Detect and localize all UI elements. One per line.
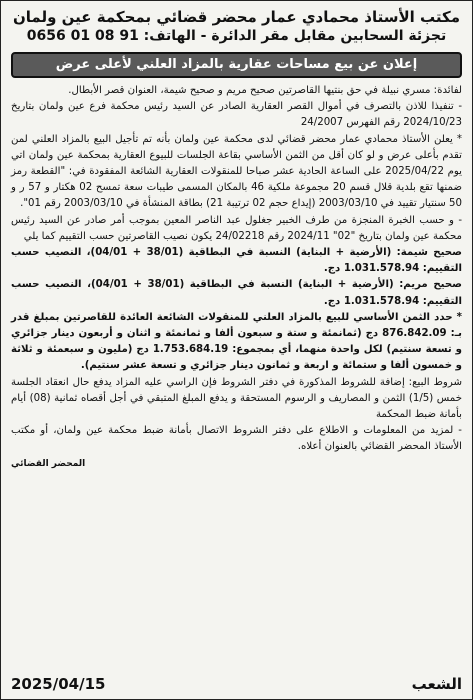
publication-date: 2025/04/15 <box>11 675 106 693</box>
expertise-paragraph: - و حسب الخبرة المنجزة من طرف الخبير جغلول عبد الناصر المعين بموجب أمر صادر عن السيد رئيس محكمة عين ولمان بتاريخ "02" 2024/11 رقم 24/02218 يكون نصيب القاصرتين حسب التقييم كما يلي <box>11 214 462 242</box>
contact-paragraph: - لمزيد من المعلومات و الاطلاع على دفتر الشروط الاتصال بأمانة ضبط محكمة عين ولمان، أو مكتب الأستاذ المحضر القضائي بالعنوان أعلاه. <box>11 425 462 453</box>
office-address: تجزئة السحابين مقابل مقر الدائرة - الهاتف: 91 08 01 0656 <box>26 28 447 44</box>
sale-announcement-paragraph: * يعلن الأستاذ محمادي عمار محضر قضائي لدى محكمة عين ولمان بأنه تم تأجيل البيع بالمزاد العلني لمن تقدم بأعلى عرض و لو كان أقل من الثمن الأساسي بقاعة الجلسات للبيوع العقارية بمحكمة عين ولمان اتي يوم 2025/04/22 على الساعة الحادية عشر صباحا للمنقولات العقارية الشائعة المفقودة في: "القطعة رمز ضمنها تقع بلدية قلال قسم 20 مجموعة ملكية 46 بالمكان المسمى طيبات سعة تمسح 02 هكتار و 57 ر و 50 سنتيار تقييد في 2003/03/10 (إيداع حجم 02 ترتيبة 21) بطاقة المنشأة في 2003/03/10 رقم 01". <box>11 133 462 210</box>
newspaper-name: الشعب <box>411 675 462 693</box>
signature-label: المحضر القضائي <box>11 458 86 469</box>
base-price-paragraph: * حدد الثمن الأساسي للبيع بالمزاد العلني للمنقولات الشائعة العائدة للقاصرتين بمبلغ قدر بـ: 876.842.09 دج (ثمانمئة و ستة و سبعون ألفا و ثمانمئة و اثنان و أربعون دينار جزائري و تسعة سنتيم) لكل واحدة منهما، أي بمجموع: 1.753.684.19 دج (مليون و سبعمئة و ثلاثة و خمسون ألفا و ستمائة و اربعة و ثمانون دينار جزائري و تسعة عشر سنتيم). <box>11 311 462 372</box>
notice-header <box>1 1 472 48</box>
share-meriem-paragraph: صحيح مريم: (الأرضية + البناية) النسبة في البطاقية (38/01 + 04/01)، النصيب حسب التقييم: 1.031.578.94 دج. <box>11 279 463 307</box>
notice-banner: إعلان عن بيع مساحات عقارية بالمزاد العلني لأعلى عرض <box>11 52 462 78</box>
authorization-paragraph: - تنفيذا للاذن بالتصرف في أموال القصر العقارية الصادر عن السيد رئيس محكمة فرع عين ولمان بتاريخ 2024/10/23 رقم الفهرس 24/2007 <box>11 101 462 129</box>
share-chaima-paragraph: صحيح شيمة: (الأرضية + البناية) النسبة في البطاقية (38/01 + 04/01)، النصيب حسب التقييم: 1.031.578.94 دج. <box>11 247 462 275</box>
beneficiary-paragraph: لفائدة: مسري نبيلة في حق بنتيها القاصرتين صحيح مريم و صحيح شيمة، العنوان قصر الأبطال. <box>68 85 462 96</box>
notice-footer <box>11 675 462 693</box>
notice-body <box>1 78 472 472</box>
office-title: مكتب الأستاذ محمادي عمار محضر قضائي بمحكمة عين ولمان <box>12 8 461 26</box>
sale-conditions-paragraph: شروط البيع: إضافة للشروط المذكورة في دفتر الشروط فإن الراسي عليه المزاد يدفع حال انعقاد الجلسة خمس (1/5) الثمن و المصاريف و الرسوم المستحقة و يدفع المبلغ المتبقي في أجل أقصاه ثمانية (08) أيام بأمانة ضبط المحكمة <box>11 376 462 421</box>
